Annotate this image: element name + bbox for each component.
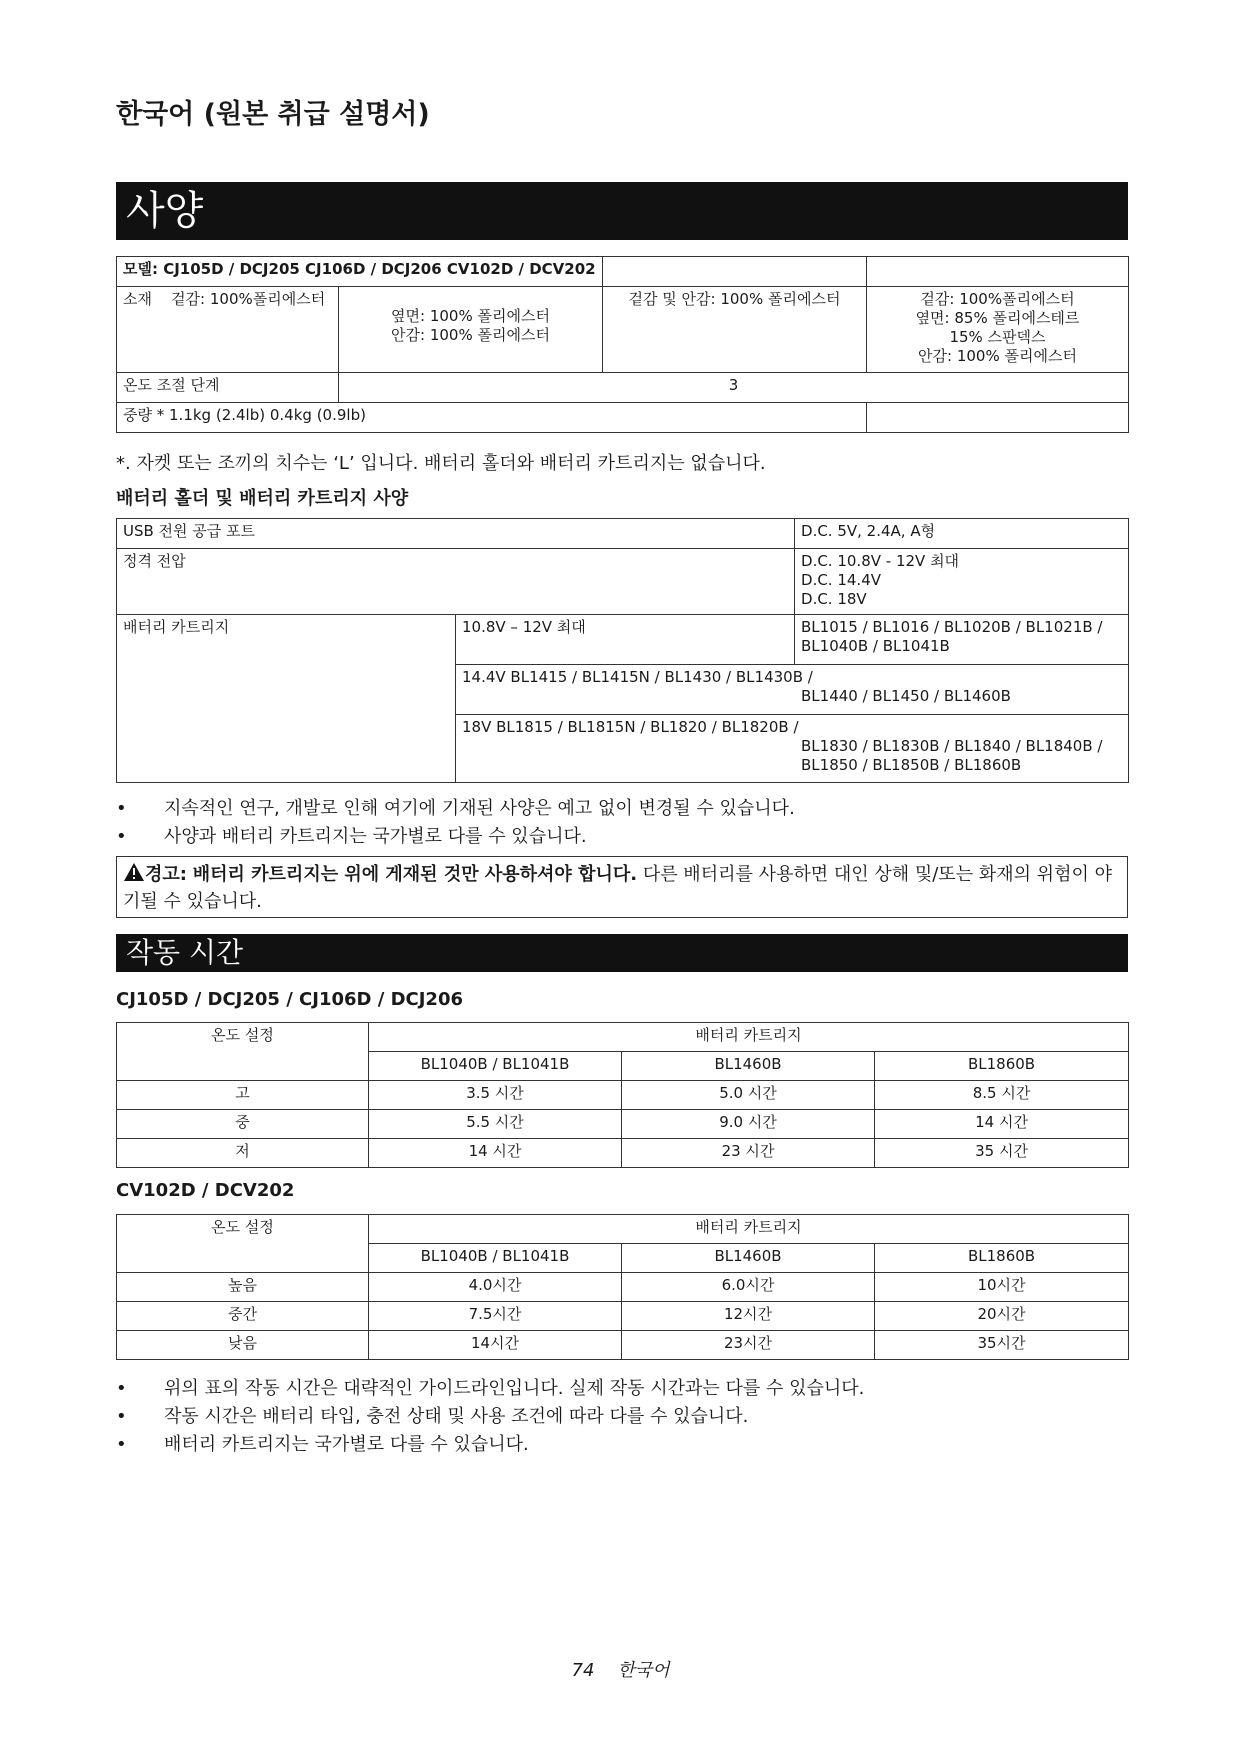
runtime-cell: 14 시간	[369, 1139, 622, 1168]
setting-cell: 낮음	[117, 1331, 369, 1360]
runtime-cell: 6.0시간	[622, 1273, 875, 1302]
material-col4-a: 겉감: 100%폴리에스터	[920, 290, 1075, 308]
table-row	[117, 1110, 1129, 1139]
table-row	[117, 1273, 1129, 1302]
weight-row: 중량 * 1.1kg (2.4lb) 0.4kg (0.9lb)	[117, 403, 867, 433]
battery-header: BL1860B	[875, 1244, 1129, 1273]
battery-header: BL1040B / BL1041B	[369, 1052, 622, 1081]
runtime-cell: 3.5 시간	[369, 1081, 622, 1110]
bullet-item	[116, 794, 795, 820]
setting-cell: 중	[117, 1110, 369, 1139]
material-col1-cell	[117, 287, 339, 373]
runtime-cell: 5.5 시간	[369, 1110, 622, 1139]
spec-table	[116, 256, 1129, 433]
footer-language: 한국어	[617, 1660, 670, 1681]
material-col2-a: 옆면: 100% 폴리에스터	[391, 307, 550, 325]
runtime-cell: 7.5시간	[369, 1302, 622, 1331]
runtime-cell: 5.0 시간	[622, 1081, 875, 1110]
col-cartridge: 배터리 카트리지	[369, 1023, 1129, 1052]
usb-value: D.C. 5V, 2.4A, A형	[795, 519, 1129, 549]
runtime-table-1	[116, 1022, 1129, 1168]
warning-bold-text: 배터리 카트리지는 위에 게재된 것만 사용하셔야 합니다.	[192, 864, 638, 885]
material-col4-cell	[867, 287, 1129, 373]
usb-label: USB 전원 공급 포트	[117, 519, 795, 549]
battery-heading: 배터리 홀더 및 배터리 카트리지 사양	[116, 488, 409, 509]
temp-value: 3	[339, 373, 1129, 403]
material-col4-b: 옆면: 85% 폴리에스테르	[915, 309, 1080, 327]
row2-b: BL1440 / BL1450 / BL1460B	[801, 687, 1011, 705]
row2-a: 14.4V BL1415 / BL1415N / BL1430 / BL1430B /	[462, 668, 813, 686]
spec-empty-cell	[867, 403, 1129, 433]
bullet-item	[116, 1430, 529, 1456]
runtime-cell: 23시간	[622, 1331, 875, 1360]
spec-empty-cell	[867, 257, 1129, 287]
warning-triangle-icon	[123, 862, 145, 889]
warning-box	[116, 856, 1128, 918]
bullet-dot: •	[116, 1434, 127, 1455]
material-col2-b: 안감: 100% 폴리에스터	[391, 326, 550, 344]
material-col1: 겉감: 100%폴리에스터	[171, 290, 326, 308]
voltage-label: 정격 전압	[117, 549, 795, 615]
bullet-dot: •	[116, 1406, 127, 1427]
bullet-text: 작동 시간은 배터리 타입, 충전 상태 및 사용 조건에 따라 다를 수 있습니다.	[164, 1406, 749, 1427]
runtime-cell: 10시간	[875, 1273, 1129, 1302]
row1-models-a: BL1015 / BL1016 / BL1020B / BL1021B /	[801, 618, 1103, 636]
runtime-cell: 8.5 시간	[875, 1081, 1129, 1110]
row3-a: 18V BL1815 / BL1815N / BL1820 / BL1820B /	[462, 718, 799, 736]
model-label: 모델: CJ105D / DCJ205 CJ106D / DCJ206 CV102D / DCV202	[117, 257, 603, 287]
row1-voltage: 10.8V – 12V 최대	[456, 615, 795, 665]
section-heading-specs: 사양	[116, 182, 1128, 240]
setting-cell: 고	[117, 1081, 369, 1110]
row1-models-cell	[795, 615, 1129, 665]
warning-text: 다른 배터리를 사용하면 대인 상해 및/또는 화재의 위험이 야기될 수 있습니다.	[123, 864, 1112, 912]
setting-cell: 중간	[117, 1302, 369, 1331]
bullet-dot: •	[116, 798, 127, 819]
battery-header: BL1460B	[622, 1244, 875, 1273]
voltage-3: D.C. 18V	[801, 590, 867, 608]
row3-c: BL1850 / BL1850B / BL1860B	[801, 756, 1022, 774]
warning-label: 경고:	[145, 864, 187, 885]
cartridge-label: 배터리 카트리지	[117, 615, 456, 783]
bullet-dot: •	[116, 1378, 127, 1399]
bullet-dot: •	[116, 826, 127, 847]
page-title: 한국어 (원본 취급 설명서)	[116, 99, 430, 130]
battery-header: BL1860B	[875, 1052, 1129, 1081]
bullet-text: 배터리 카트리지는 국가별로 다를 수 있습니다.	[164, 1434, 529, 1455]
table-row	[117, 1081, 1129, 1110]
col-setting: 온도 설정	[117, 1215, 369, 1273]
table-row	[117, 1331, 1129, 1360]
table-row	[117, 1139, 1129, 1168]
page-footer	[0, 1656, 1241, 1682]
runtime-cell: 35 시간	[875, 1139, 1129, 1168]
material-col4-d: 안감: 100% 폴리에스터	[918, 347, 1077, 365]
runtime-cell: 14시간	[369, 1331, 622, 1360]
battery-table	[116, 518, 1129, 783]
setting-cell: 높음	[117, 1273, 369, 1302]
battery-header: BL1040B / BL1041B	[369, 1244, 622, 1273]
material-col2-cell	[339, 287, 603, 373]
row1-models-b: BL1040B / BL1041B	[801, 637, 950, 655]
material-col3: 겉감 및 안감: 100% 폴리에스터	[603, 287, 867, 373]
col-cartridge: 배터리 카트리지	[369, 1215, 1129, 1244]
bullet-item	[116, 1402, 748, 1428]
footnote: *. 자켓 또는 조끼의 치수는 ‘L’ 입니다. 배터리 홀더와 배터리 카트리지는 없습니다.	[116, 453, 766, 474]
setting-cell: 저	[117, 1139, 369, 1168]
row3-cell	[456, 715, 1129, 783]
runtime-heading-2: CV102D / DCV202	[116, 1180, 295, 1201]
runtime-heading-1: CJ105D / DCJ205 / CJ106D / DCJ206	[116, 989, 464, 1010]
row2-cell	[456, 665, 1129, 715]
runtime-cell: 20시간	[875, 1302, 1129, 1331]
voltage-2: D.C. 14.4V	[801, 571, 882, 589]
material-col4-c: 15% 스판덱스	[949, 328, 1046, 346]
runtime-table-2	[116, 1214, 1129, 1360]
temp-label: 온도 조절 단계	[117, 373, 339, 403]
col-setting: 온도 설정	[117, 1023, 369, 1081]
bullet-text: 사양과 배터리 카트리지는 국가별로 다를 수 있습니다.	[164, 826, 587, 847]
section-heading-runtime: 작동 시간	[116, 934, 1128, 972]
runtime-cell: 4.0시간	[369, 1273, 622, 1302]
runtime-cell: 12시간	[622, 1302, 875, 1331]
bullet-text: 위의 표의 작동 시간은 대략적인 가이드라인입니다. 실제 작동 시간과는 다를 수 있습니다.	[164, 1378, 865, 1399]
battery-header: BL1460B	[622, 1052, 875, 1081]
bullet-item	[116, 1374, 864, 1400]
voltage-cell	[795, 549, 1129, 615]
page-number: 74	[571, 1660, 595, 1681]
spec-empty-cell	[603, 257, 867, 287]
material-label: 소재	[123, 290, 152, 308]
runtime-cell: 14 시간	[875, 1110, 1129, 1139]
runtime-cell: 35시간	[875, 1331, 1129, 1360]
row3-b: BL1830 / BL1830B / BL1840 / BL1840B /	[801, 737, 1103, 755]
bullet-item	[116, 822, 587, 848]
table-row	[117, 1302, 1129, 1331]
runtime-cell: 23 시간	[622, 1139, 875, 1168]
bullet-text: 지속적인 연구, 개발로 인해 여기에 기재된 사양은 예고 없이 변경될 수 있습니다.	[164, 798, 795, 819]
runtime-cell: 9.0 시간	[622, 1110, 875, 1139]
voltage-1: D.C. 10.8V - 12V 최대	[801, 552, 960, 570]
